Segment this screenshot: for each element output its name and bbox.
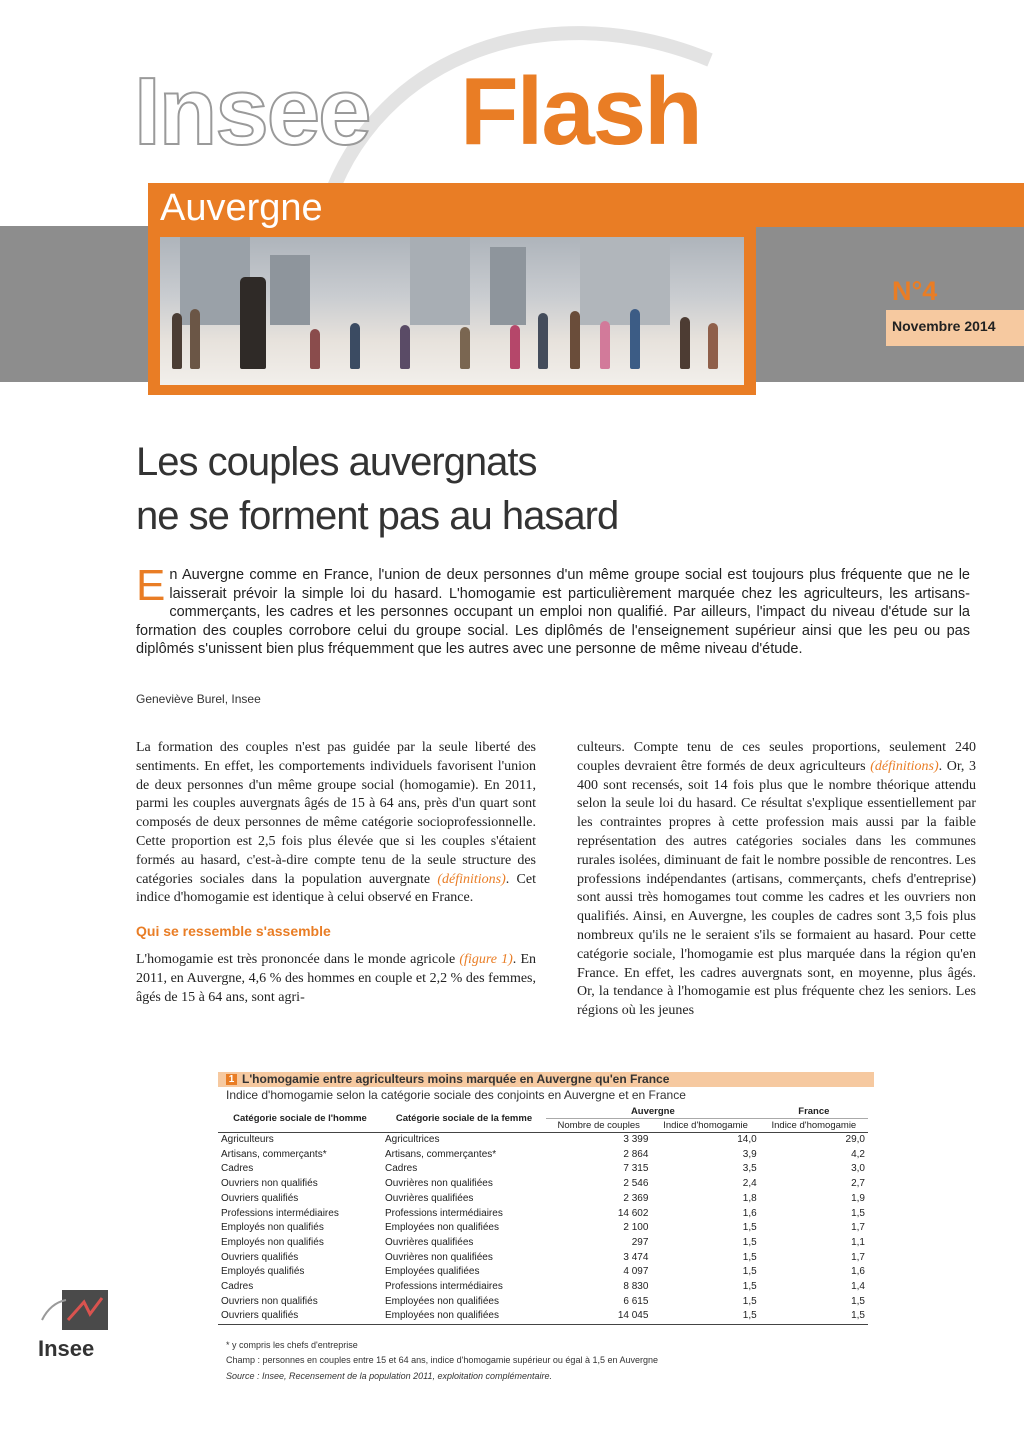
body-text: La formation des couples n'est pas guidée par la seule liberté des sentiments. En effet, les comportements individuels favorisent l'union de deux personnes d'un même groupe social (homogamie). En 2011, parmi les couples auvergnats âgés de 15 à 64 ans, près d'un quart sont composés de deux personnes de même catégorie socioprofessionnelle. Cette proportion est 2,5 fois plus élevée que si les couples s'étaient formés au hasard, c'est-à-dire compte tenu de la seule structure des catégories sociales dans la population auvergnate	[136, 740, 536, 887]
cell-man-category: Professions intermédiaires	[221, 1207, 339, 1219]
cell-woman-category: Ouvrières qualifiées	[385, 1236, 474, 1248]
cell-woman-category: Employées non qualifiées	[382, 1309, 546, 1324]
figure-title: L'homogamie entre agriculteurs moins marquée en Auvergne qu'en France	[242, 1072, 670, 1086]
cell-couples: 3 474	[623, 1251, 649, 1263]
table-body	[218, 1133, 868, 1325]
cell-index-france: 1,9	[851, 1192, 865, 1204]
col-header-woman: Catégorie sociale de la femme	[382, 1105, 546, 1133]
cell-index-france: 1,7	[851, 1222, 865, 1234]
body-paragraph	[136, 951, 536, 1007]
body-column-right	[577, 739, 976, 1035]
cell-index-auvergne: 1,5	[742, 1222, 757, 1234]
figure-scope-note: Champ : personnes en couples entre 15 et 64 ans, indice d'homogamie supérieur ou égal à 1,5 en Auvergne	[226, 1355, 659, 1365]
cell-index-auvergne: 1,5	[742, 1295, 757, 1307]
cell-man-category: Ouvriers qualifiés	[221, 1192, 299, 1204]
lead-drop-cap: E	[136, 561, 166, 610]
table-row	[218, 1133, 868, 1148]
cell-woman-category: Ouvrières non qualifiées	[385, 1251, 493, 1263]
body-paragraph	[136, 739, 536, 908]
figure-source: Source : Insee, Recensement de la population 2011, exploitation complémentaire.	[226, 1371, 553, 1381]
figure-number-badge: 1	[226, 1074, 237, 1085]
brand-flash-title: Flash	[460, 58, 701, 165]
brand-insee-title: Insee	[134, 58, 370, 165]
cell-index-auvergne: 3,5	[742, 1163, 757, 1175]
article-title-line1: Les couples auvergnats	[136, 440, 537, 484]
figure-link[interactable]: (figure 1)	[459, 951, 513, 967]
body-column-left	[136, 739, 536, 1021]
cell-index-france: 1,5	[851, 1295, 865, 1307]
definitions-link[interactable]: (définitions)	[437, 871, 506, 887]
col-header-auvergne: Auvergne	[546, 1105, 760, 1119]
table-row	[218, 1251, 868, 1266]
table-row	[218, 1280, 868, 1295]
cell-couples: 297	[631, 1236, 649, 1248]
table-row	[218, 1236, 868, 1251]
cell-woman-category: Professions intermédiaires	[385, 1207, 503, 1219]
cell-couples: 3 399	[623, 1134, 649, 1145]
table-row	[218, 1295, 868, 1310]
article-title-line2: ne se forment pas au hasard	[136, 494, 619, 538]
cell-woman-category: Professions intermédiaires	[385, 1281, 503, 1293]
cell-index-france: 1,7	[851, 1251, 865, 1263]
body-text: culteurs. Compte tenu de ces seules proportions, seulement 240 couples devraient être formés de deux agriculteurs	[577, 740, 976, 774]
cell-index-auvergne: 1,5	[742, 1251, 757, 1263]
table-row	[218, 1221, 868, 1236]
cell-man-category: Employés qualifiés	[221, 1266, 305, 1278]
cell-index-france: 1,1	[851, 1236, 865, 1248]
cell-man-category: Cadres	[221, 1281, 254, 1293]
cell-couples: 2 546	[623, 1178, 649, 1190]
table-row	[218, 1177, 868, 1192]
cell-man-category: Employés non qualifiés	[221, 1222, 324, 1234]
cell-index-france: 2,7	[851, 1178, 865, 1190]
col-header-index-france: Indice d'homogamie	[760, 1119, 868, 1133]
col-header-index-auvergne: Indice d'homogamie	[651, 1119, 759, 1133]
cell-index-france: 3,0	[851, 1163, 865, 1175]
insee-logo-text: Insee	[38, 1336, 95, 1361]
insee-logo-icon	[40, 1290, 110, 1336]
issue-date: Novembre 2014	[892, 318, 996, 334]
body-text: . Cet indice d'homogamie est identique à celui observé en France.	[136, 871, 536, 906]
cell-man-category: Agriculteurs	[221, 1134, 274, 1145]
cell-index-auvergne: 1,6	[742, 1207, 757, 1219]
col-header-couples: Nombre de couples	[546, 1119, 651, 1133]
issue-number: N°4	[892, 276, 938, 306]
cell-woman-category: Ouvrières non qualifiées	[385, 1178, 493, 1190]
table-row	[218, 1265, 868, 1280]
table-row	[218, 1207, 868, 1222]
figure-footnote: * y compris les chefs d'entreprise	[226, 1340, 358, 1350]
table-row	[218, 1162, 868, 1177]
cell-man-category: Ouvriers qualifiés	[221, 1251, 299, 1263]
cell-man-category: Ouvriers qualifiés	[218, 1309, 382, 1324]
cell-couples: 2 100	[623, 1222, 649, 1234]
homogamy-table	[218, 1105, 868, 1325]
table-row	[218, 1309, 868, 1324]
cell-couples: 2 369	[623, 1192, 649, 1204]
table-row	[218, 1148, 868, 1163]
cell-index-france: 1,4	[851, 1281, 865, 1293]
article-lead	[136, 561, 970, 659]
cell-woman-category: Ouvrières qualifiées	[385, 1192, 474, 1204]
cell-index-france: 1,6	[851, 1266, 865, 1278]
definitions-link[interactable]: (définitions)	[870, 758, 939, 774]
cell-couples: 14 045	[546, 1309, 651, 1324]
lead-text: n Auvergne comme en France, l'union de deux personnes d'un même groupe social est toujours plus fréquente que ne le laisserait prévoir la simple loi du hasard. L'homogamie est particulièrement marquée chez les agriculteurs, les artisans-commerçants, les cadres et les personnes occupant un emploi non qualifié. Par ailleurs, l'impact du niveau d'étude sur la formation des couples corrobore celui du groupe social. Les diplômés de l'enseignement supérieur ainsi que les peu ou pas diplômés s'unissent bien plus fréquemment que les autres avec une personne de même niveau d'étude.	[136, 567, 970, 658]
cell-man-category: Artisans, commerçants*	[221, 1148, 327, 1160]
cell-man-category: Cadres	[221, 1163, 254, 1175]
figure-subtitle: Indice d'homogamie selon la catégorie sociale des conjoints en Auvergne et en France	[226, 1088, 686, 1102]
body-paragraph	[577, 739, 976, 1021]
cell-woman-category: Employées non qualifiées	[385, 1222, 499, 1234]
cell-woman-category: Artisans, commerçantes*	[385, 1148, 497, 1160]
cell-couples: 4 097	[623, 1266, 649, 1278]
cell-index-auvergne: 1,8	[742, 1192, 757, 1204]
cell-woman-category: Cadres	[385, 1163, 418, 1175]
body-text: . Or, 3 400 sont recensés, soit 14 fois plus que le nombre théorique attendu selon la seule loi du hasard. Ce résultat s'explique essentiellement par les contraintes propres à cette profession mais aussi par la faible représentation des autres catégories sociales dans les communes rurales isolées, diminuant de fait le nombre possible de rencontres. Les professions indépendantes (artisans, commerçants, chefs d'entreprise) sont aussi très homogames tout comme les cadres et les ouvriers non qualifiés. Ainsi, en Auvergne, les couples de cadres sont 3,5 fois plus nombreux qu'ils ne le seraient s'ils se formaient au hasard. Pour cette catégorie sociale, l'homogamie est plus marquée dans la région qu'en France. En effet, les cadres auvergnats sont, en moyenne, plus âgés. Or, la tendance à l'homogamie est plus fréquente chez les seniors. Les régions où les jeunes	[577, 758, 976, 1019]
cell-index-france: 1,5	[851, 1207, 865, 1219]
table-row	[218, 1192, 868, 1207]
cell-couples: 6 615	[623, 1295, 649, 1307]
cell-index-auvergne: 3,9	[742, 1148, 757, 1160]
body-text: L'homogamie est très prononcée dans le monde agricole	[136, 951, 460, 967]
cell-index-auvergne: 1,5	[651, 1309, 759, 1324]
cell-man-category: Ouvriers non qualifiés	[221, 1295, 318, 1307]
region-label: Auvergne	[160, 187, 323, 229]
cell-woman-category: Employées non qualifiées	[385, 1295, 499, 1307]
article-author: Geneviève Burel, Insee	[136, 692, 261, 706]
cell-couples: 8 830	[623, 1281, 649, 1293]
cell-index-france: 1,5	[760, 1309, 868, 1324]
cell-woman-category: Employées qualifiées	[385, 1266, 480, 1278]
cell-couples: 14 602	[617, 1207, 649, 1219]
cell-index-france: 4,2	[851, 1148, 865, 1160]
article-title	[136, 435, 836, 543]
col-header-france: France	[760, 1105, 868, 1119]
cell-index-auvergne: 14,0	[737, 1134, 757, 1145]
cell-index-auvergne: 1,5	[742, 1281, 757, 1293]
cell-man-category: Employés non qualifiés	[221, 1236, 324, 1248]
cell-couples: 7 315	[623, 1163, 649, 1175]
col-header-man: Catégorie sociale de l'homme	[218, 1105, 382, 1133]
header-photo	[160, 237, 744, 385]
cell-index-france: 29,0	[845, 1134, 865, 1145]
section-subheading: Qui se ressemble s'assemble	[136, 923, 331, 940]
cell-woman-category: Agricultrices	[385, 1134, 440, 1145]
cell-index-auvergne: 1,5	[742, 1236, 757, 1248]
cell-index-auvergne: 1,5	[742, 1266, 757, 1278]
body-text: . En 2011, en Auvergne, 4,6 % des hommes en couple et 2,2 % des femmes, âgés de 15 à 64 ans, sont agri-	[136, 951, 536, 1005]
cell-couples: 2 864	[623, 1148, 649, 1160]
cell-man-category: Ouvriers non qualifiés	[221, 1178, 318, 1190]
cell-index-auvergne: 2,4	[742, 1178, 757, 1190]
